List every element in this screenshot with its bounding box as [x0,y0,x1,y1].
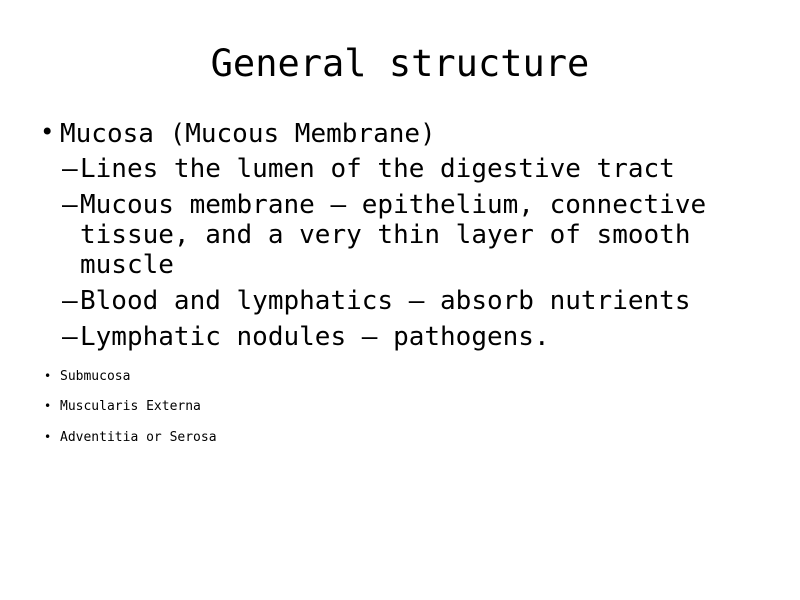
list-item-label: Lymphatic nodules – pathogens. [80,321,550,352]
secondary-list [40,369,780,446]
dash-bullet-icon: – [62,190,78,221]
list-item [62,323,780,353]
bullet-icon: • [44,429,52,444]
list-item-label: Lines the lumen of the digestive tract [80,154,675,185]
dash-bullet-icon: – [62,285,78,316]
list-item-label: Muscularis Externa [60,399,201,415]
list-item [62,155,780,185]
list-item-label: Adventitia or Serosa [60,429,217,445]
dash-bullet-icon: – [62,321,78,352]
bullet-icon: • [40,117,55,146]
list-item [62,191,780,281]
bullet-icon: • [44,368,52,383]
list-item [44,430,780,446]
list-item [62,287,780,317]
page-title: General structure [210,42,590,85]
list-item-label: Blood and lymphatics – absorb nutrients [80,285,691,316]
slide-body [0,119,800,446]
bullet-icon: • [44,399,52,414]
list-item-label: Submucosa [60,368,131,384]
list-item-label: Mucosa (Mucous Membrane) [60,118,436,149]
list-item [44,369,780,385]
list-item-label: Mucous membrane – epithelium, connective tissue, and a very thin layer of smooth muscle [80,190,707,281]
list-item [44,399,780,415]
list-item [40,119,780,150]
dash-bullet-icon: – [62,154,78,185]
